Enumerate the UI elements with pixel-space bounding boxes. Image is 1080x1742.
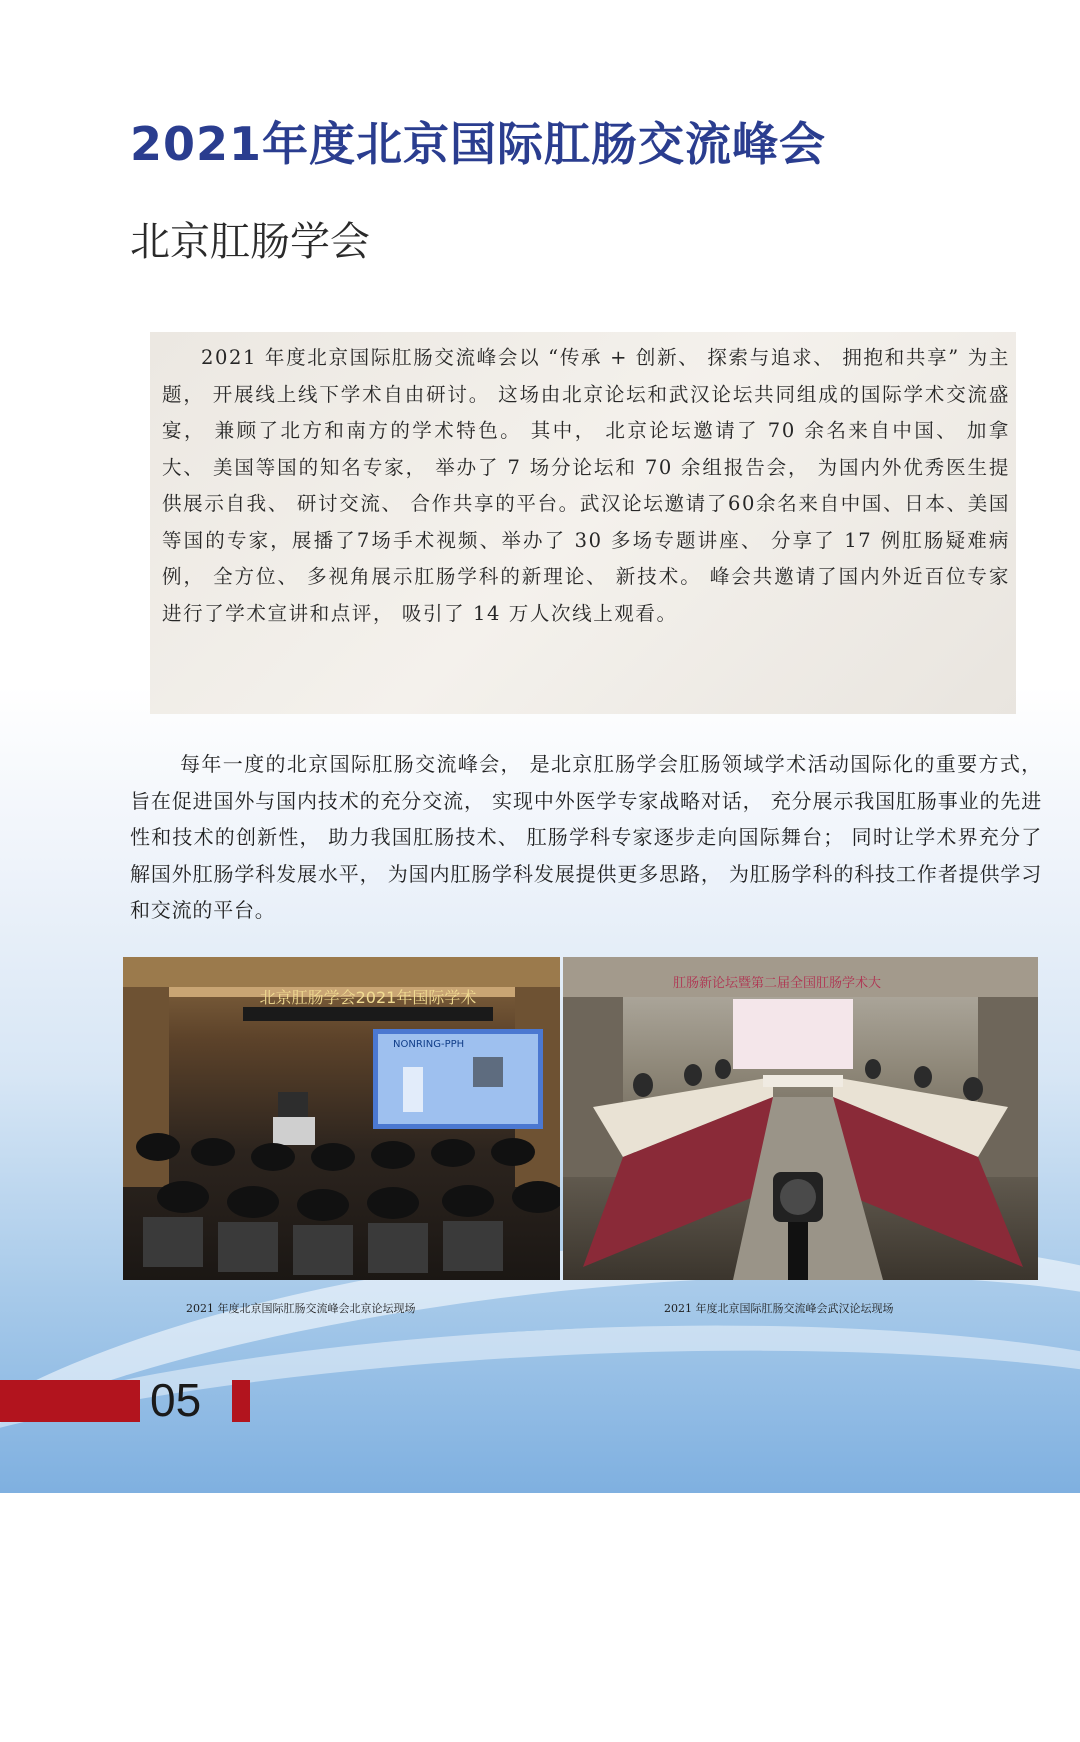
page-title: 2021年度北京国际肛肠交流峰会: [130, 117, 827, 171]
intro-box: [150, 332, 1016, 714]
page-number: 05: [150, 1374, 202, 1426]
intro-paragraph: 2021 年度北京国际肛肠交流峰会以 “传承 + 创新、 探索与追求、 拥抱和共享” 为主题， 开展线上线下学术自由研讨。 这场由北京论坛和武汉论坛共同组成的国际学术交流盛宴， 兼顾了北方和南方的学术特色。 其中， 北京论坛邀请了 70 余名来自中国、 加拿大、 美国等国的知名专家， 举办了 7 场分论坛和 70 余组报告会， 为国内外优秀医生提供展示自我、 研讨交流、 合作共享的平台。武汉论坛邀请了60余名来自中国、日本、美国等国的专家，展播了7场手术视频、举办了 30 多场专题讲座、 分享了 17 例肛肠疑难病例， 全方位、 多视角展示肛肠学科的新理论、 新技术。 峰会共邀请了国内外近百位专家进行了学术宣讲和点评， 吸引了 14 万人次线上观看。: [162, 346, 1010, 625]
screen-slide-title: NONRING-PPH: [393, 1039, 465, 1050]
body-paragraph: 每年一度的北京国际肛肠交流峰会， 是北京肛肠学会肛肠领域学术活动国际化的重要方式， 旨在促进国外与国内技术的充分交流， 实现中外医学专家战略对话， 充分展示我国肛肠事业的先进性和技术的创新性， 助力我国肛肠技术、 肛肠学科专家逐步走向国际舞台； 同时让学术界充分了解国外肛肠学科发展水平， 为国内肛肠学科发展提供更多思路， 为肛肠学科的科技工作者提供学习和交流的平台。: [130, 752, 1042, 922]
organization-name: 北京肛肠学会: [130, 219, 370, 265]
beijing-banner-text: 北京肛肠学会2021年国际学术: [259, 988, 477, 1007]
wuhan-forum-photo: [563, 957, 1038, 1280]
beijing-photo-caption: 2021 年度北京国际肛肠交流峰会北京论坛现场: [186, 1302, 416, 1315]
beijing-forum-photo: [123, 957, 560, 1280]
wuhan-photo-caption: 2021 年度北京国际肛肠交流峰会武汉论坛现场: [664, 1302, 894, 1315]
page-number-bar: [0, 1380, 140, 1422]
wuhan-banner-text: 肛肠新论坛暨第二届全国肛肠学术大: [673, 976, 882, 991]
page-number-bar-end: [232, 1380, 250, 1422]
